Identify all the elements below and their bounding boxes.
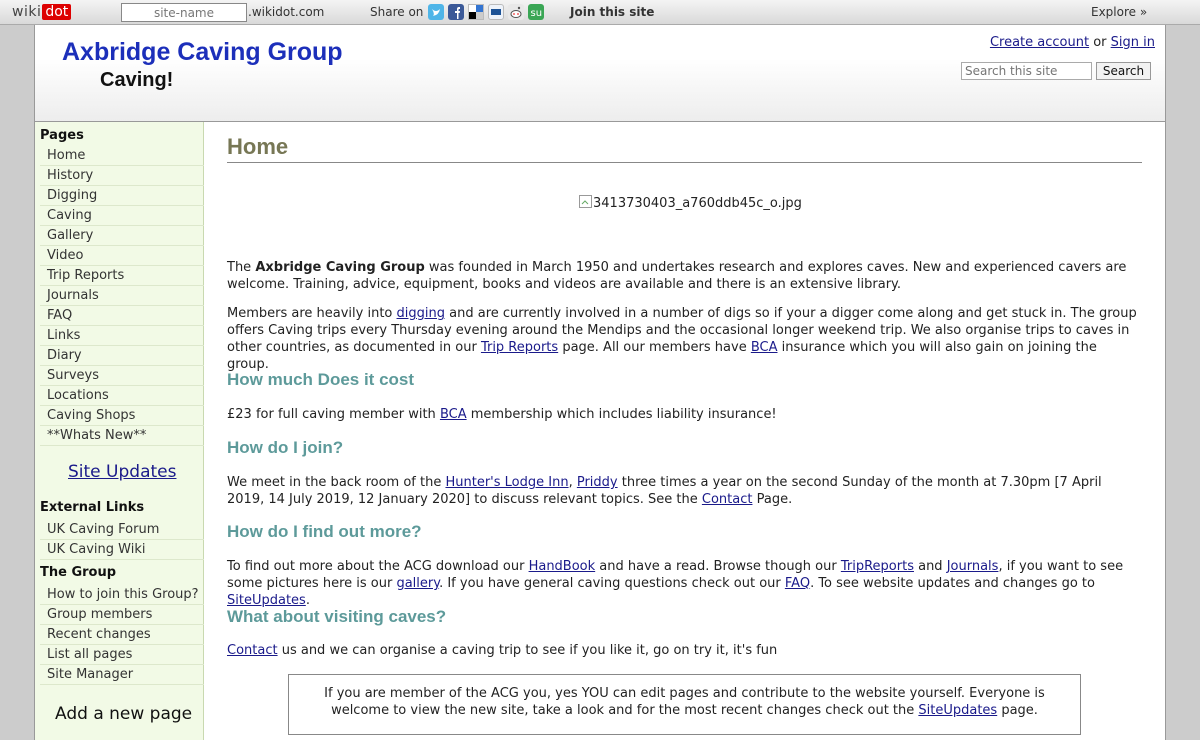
sidebar-item-links[interactable]: Links xyxy=(40,326,204,346)
cost-heading: How much Does it cost xyxy=(227,370,415,389)
text: , xyxy=(568,475,577,490)
text: insurance which you will also gain on joining the group. xyxy=(227,340,1097,372)
site-header xyxy=(35,25,1165,122)
explore-menu[interactable]: Explore » xyxy=(1091,5,1148,19)
sidebar-item-faq[interactable]: FAQ xyxy=(40,306,204,326)
page-container xyxy=(34,25,1166,740)
group-name-bold: Axbridge Caving Group xyxy=(255,260,425,275)
stumbleupon-icon[interactable] xyxy=(528,4,544,20)
site-updates-link[interactable]: Site Updates xyxy=(68,462,177,482)
text: Members are heavily into xyxy=(227,306,397,321)
sidebar-item-recent-changes[interactable]: Recent changes xyxy=(40,625,204,645)
sidebar-item-home[interactable]: Home xyxy=(40,146,204,166)
wikidot-logo[interactable] xyxy=(12,4,71,21)
sidebar-item-site-manager[interactable]: Site Manager xyxy=(40,665,204,685)
text: . If you have general caving questions check out our xyxy=(439,576,785,591)
join-paragraph xyxy=(227,474,1142,508)
faq-link[interactable]: FAQ xyxy=(784,576,811,591)
reddit-icon[interactable] xyxy=(508,4,524,20)
sidebar-item-whats-new[interactable]: **Whats New** xyxy=(40,426,204,446)
page-title: Home xyxy=(227,134,1142,163)
gallery-link[interactable]: gallery xyxy=(396,576,440,591)
text: . To see website updates and changes go to xyxy=(810,576,1095,591)
text: £23 for full caving member with xyxy=(227,407,440,422)
visiting-caves-paragraph xyxy=(227,642,1142,659)
sign-in-link[interactable]: Sign in xyxy=(1110,35,1155,50)
sidebar-item-caving[interactable]: Caving xyxy=(40,206,204,226)
find-out-more-paragraph xyxy=(227,558,1142,609)
share-icons xyxy=(428,4,544,20)
intro-paragraph xyxy=(227,259,1142,293)
sidebar-item-history[interactable]: History xyxy=(40,166,204,186)
external-links-heading: External Links xyxy=(40,500,145,515)
text: and xyxy=(913,559,947,574)
text: page. xyxy=(997,703,1038,718)
facebook-icon[interactable] xyxy=(448,4,464,20)
join-site-link[interactable]: Join this site xyxy=(570,5,655,19)
text: three times a year on the second Sunday of the month at 7.30pm [7 April 2019, 14 July 2019, 12 January 2020] to discuss relevant topics. See the xyxy=(227,475,1102,507)
text: was founded in March 1950 and undertakes research and explores caves. New and experienced cavers are welcome. Training, advice, equipment, books and videos are available and there is an extensive library. xyxy=(227,260,1127,292)
trip-reports-link[interactable]: TripReports xyxy=(840,559,914,574)
twitter-icon[interactable] xyxy=(428,4,444,20)
search-input[interactable] xyxy=(961,62,1092,80)
text: To find out more about the ACG download our xyxy=(227,559,529,574)
site-updates-link[interactable]: SiteUpdates xyxy=(227,593,306,608)
sidebar-item-diary[interactable]: Diary xyxy=(40,346,204,366)
pages-list xyxy=(40,146,204,446)
create-account-link[interactable]: Create account xyxy=(989,35,1090,50)
external-links-list xyxy=(40,520,204,560)
text: and are currently involved in a number of digs so if your a digger come along and get stuck in. The group offers Caving trips every Thursday evening around the Mendips and the occasional longer weekend trip. We also organise trips to caves in other countries, as documented in our xyxy=(227,306,1137,355)
cost-paragraph xyxy=(227,406,1142,423)
sidebar-item-surveys[interactable]: Surveys xyxy=(40,366,204,386)
site-domain-suffix: .wikidot.com xyxy=(248,5,325,19)
delicious-icon[interactable] xyxy=(468,4,484,20)
site-subtitle: Caving! xyxy=(100,69,174,91)
wikidot-logo-dot: dot xyxy=(42,4,71,20)
journals-link[interactable]: Journals xyxy=(946,559,999,574)
digging-link[interactable]: digging xyxy=(396,306,445,321)
sidebar-item-gallery[interactable]: Gallery xyxy=(40,226,204,246)
visiting-caves-heading: What about visiting caves? xyxy=(227,607,447,626)
the-group-heading: The Group xyxy=(40,565,117,580)
text: page. All our members have xyxy=(558,340,751,355)
text: , if you want to see some pictures here is our xyxy=(227,559,1124,591)
priddy-link[interactable]: Priddy xyxy=(576,475,618,490)
site-title[interactable]: Axbridge Caving Group xyxy=(62,38,343,66)
site-name-input[interactable] xyxy=(121,3,247,22)
bca-link[interactable]: BCA xyxy=(750,340,778,355)
wikidot-topbar xyxy=(0,0,1200,25)
sidebar-item-video[interactable]: Video xyxy=(40,246,204,266)
text: membership which includes liability insurance! xyxy=(466,407,777,422)
text: us and we can organise a caving trip to see if you like it, go on try it, it's fun xyxy=(277,643,778,658)
group-links-list xyxy=(40,585,204,685)
contact-link[interactable]: Contact xyxy=(227,643,278,658)
sidebar-item-uk-caving-wiki[interactable]: UK Caving Wiki xyxy=(40,540,204,560)
text: We meet in the back room of the xyxy=(227,475,446,490)
hunters-lodge-inn-link[interactable]: Hunter's Lodge Inn xyxy=(445,475,569,490)
text: Page. xyxy=(752,492,793,507)
join-heading: How do I join? xyxy=(227,438,344,457)
text: If you are member of the ACG you, yes YOU can edit pages and contribute to the website yourself. Everyone is welcome to view the new site, take a look and for the most recent changes check out the xyxy=(324,686,1045,718)
sidebar-item-group-members[interactable]: Group members xyxy=(40,605,204,625)
side-bar xyxy=(35,122,204,740)
sidebar-item-digging[interactable]: Digging xyxy=(40,186,204,206)
sidebar-item-trip-reports[interactable]: Trip Reports xyxy=(40,266,204,286)
account-links xyxy=(990,35,1155,50)
broken-image-icon xyxy=(579,195,593,209)
pages-heading: Pages xyxy=(40,128,84,143)
add-new-page-button[interactable]: Add a new page xyxy=(55,704,193,724)
share-label: Share on xyxy=(370,5,424,19)
bca-link[interactable]: BCA xyxy=(439,407,467,422)
sidebar-item-uk-caving-forum[interactable]: UK Caving Forum xyxy=(40,520,204,540)
handbook-link[interactable]: HandBook xyxy=(528,559,596,574)
sidebar-item-journals[interactable]: Journals xyxy=(40,286,204,306)
search-button[interactable]: Search xyxy=(1096,62,1151,80)
sidebar-item-how-to-join[interactable]: How to join this Group? xyxy=(40,585,204,605)
site-updates-link[interactable]: SiteUpdates xyxy=(918,703,998,718)
digg-icon[interactable] xyxy=(488,4,504,20)
text: . xyxy=(305,593,310,608)
sidebar-item-caving-shops[interactable]: Caving Shops xyxy=(40,406,204,426)
wikidot-logo-text: wiki xyxy=(12,4,42,20)
trip-reports-link[interactable]: Trip Reports xyxy=(480,340,559,355)
sidebar-item-list-all-pages[interactable]: List all pages xyxy=(40,645,204,665)
edit-notice-box xyxy=(288,674,1081,735)
or-text: or xyxy=(1093,35,1107,50)
text: and have a read. Browse though our xyxy=(595,559,841,574)
contact-link[interactable]: Contact xyxy=(701,492,753,507)
broken-image xyxy=(579,195,802,211)
find-out-more-heading: How do I find out more? xyxy=(227,522,422,541)
broken-image-alt: 3413730403_a760ddb45c_o.jpg xyxy=(593,196,802,211)
svg-text:su: su xyxy=(530,8,543,19)
members-paragraph xyxy=(227,305,1142,373)
text: The xyxy=(227,260,256,275)
sidebar-item-locations[interactable]: Locations xyxy=(40,386,204,406)
